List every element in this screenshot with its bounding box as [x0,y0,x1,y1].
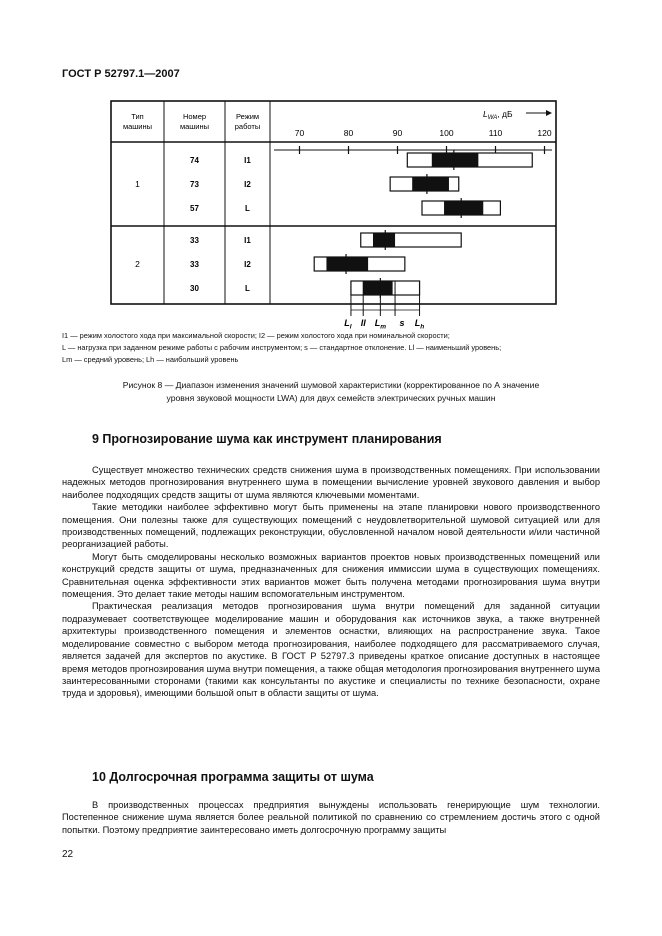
std-dev-bar [432,153,479,167]
column-header: Номер [182,112,207,121]
machine-number: 33 [190,236,199,245]
tick-label: 80 [343,128,354,138]
tick-label: 70 [294,128,305,138]
column-header: машины [179,122,210,131]
operating-mode: I2 [244,180,251,189]
legend-line: I1 — режим холостого хода при максимальной скорости; I2 — режим холостого хода при номинальной скорости; [62,331,450,340]
legend-line: Lm — средний уровень; Lh — наибольший уровень [62,355,239,364]
paragraph: Могут быть смоделированы несколько возможных вариантов проектов новых производственных помещений или конструкций средств защиты от шума, предназначенных для снижения иммиссии шума в существующих помещениях. Сравнительная оценка эффективности этих вариантов может быть получена методами прогнозирования шума внутри помещения. Это делает такие методы нашим вспомогательным инструментом. [62,551,600,600]
noise-range-figure [0,0,662,340]
operating-mode: I1 [244,236,251,245]
machine-type-label: 1 [135,179,140,189]
marker-label: $L_h$ [414,318,425,331]
operating-mode: I2 [244,260,251,269]
page-number: 22 [62,849,74,860]
standard-header: ГОСТ Р 52797.1—2007 [62,68,180,80]
machine-number: 73 [190,180,199,189]
section-title-10: 10 Долгосрочная программа защиты от шума [92,770,374,784]
std-dev-bar [363,281,392,295]
marker-label: II [360,318,366,328]
tick-label: 100 [439,128,454,138]
operating-mode: L [245,204,250,213]
section-9-body [62,464,600,700]
machine-number: 57 [190,204,199,213]
std-dev-bar [412,177,449,191]
machine-type-label: 2 [135,259,140,269]
section-title-9: 9 Прогнозирование шума как инструмент планирования [92,432,442,446]
caption-line: уровня звуковой мощности LWA) для двух семейств электрических ручных машин [166,393,496,403]
operating-mode: L [245,284,250,293]
paragraph: Такие методики наиболее эффективно могут быть применены на этапе планировки нового производственного помещения. Они полезны также для существующих помещений с неудовлетворительной шумовой ситуацией или для производственных помещений, подлежащих реконструкции, обусловленной началом новой деятельности и/или частичной реорганизацией работы. [62,502,600,550]
scale-arrowhead [546,110,552,116]
column-header: Тип [131,112,144,121]
paragraph: Существует множество технических средств снижения шума в производственных помещениях. При использовании надежных методов прогнозирования внутреннего шума в помещении вычисление уровней звукового давления и выбор наиболее подходящих средств защиты от шума являются ключевыми моментами. [62,465,600,500]
marker-label: $L_l$ [344,318,352,331]
machine-number: 74 [190,156,199,165]
column-header: работы [234,122,261,131]
section-10-body [62,799,600,836]
column-header: Режим [235,112,260,121]
tick-label: 110 [488,128,503,138]
machine-number: 30 [190,284,199,293]
marker-label: $L_m$ [374,318,386,331]
machine-number: 33 [190,260,199,269]
tick-label: 90 [392,128,403,138]
paragraph: В производственных процессах предприятия вынуждены использовать генерирующие шум технологии. Постепенное снижение шума является более реальной политикой по сравнению со стремлением достичь этого с одной попытки. Поэтому предприятие заинтересовано иметь долгосрочную программу защиты [62,800,600,835]
scale-label: $L_{WA}$, дБ [483,109,513,121]
paragraph: Практическая реализация методов прогнозирования шума внутри помещений для заданной ситуации подразумевает соответствующее моделирование машин и оборудования как источников звука, а также внутренней архитектуры производственного помещения и элементов оснастки, влияющих на распространение звука. Такое моделирование совместно с выбором метода прогнозирования, наиболее подходящего для рассматриваемого случая, является задачей для экспертов по акустике. В ГОСТ Р 52797.3 приведены краткое описание доступных в настоящее время методов прогнозирования шума внутри помещения, а также общая методология прогнозирования внутреннего шума заинтересованными сторонами (такими как консультанты по акустике и специалисты по технике безопасности, охране труда и здоровья), имеющими большой опыт в области защиты от шума. [62,601,600,699]
tick-label: 120 [537,128,552,138]
std-dev-bar [373,233,395,247]
std-dev-bar [326,257,368,271]
figure-legend [62,330,600,366]
std-dev-bar [444,201,483,215]
operating-mode: I1 [244,156,251,165]
figure-caption [62,379,600,405]
legend-line: L — нагрузка при заданном режиме работы с рабочим инструментом; s — стандартное отклонение. Ll — наименьший уровень; [62,343,502,352]
marker-label: s [399,318,405,328]
column-header: машины [122,122,153,131]
caption-line: Рисунок 8 — Диапазон изменения значений шумовой характеристики (корректированное по А значение [122,380,540,390]
